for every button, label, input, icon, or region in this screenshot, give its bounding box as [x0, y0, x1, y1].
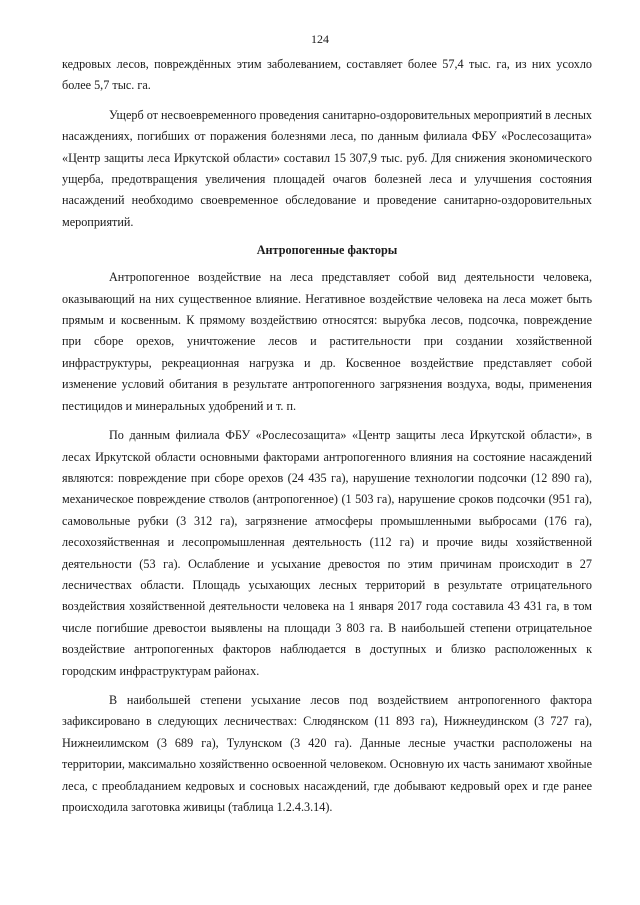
paragraph-main-factors: По данным филиала ФБУ «Рослесозащита» «Центр защиты леса Иркутской области», в лесах Иркутской области основными факторами антропогенного влияния на состояние насаждений являются: повреждение при сборе орехов (24 435 га), нарушение технологии подсочки (12 890 га), механическое повреждение стволов (антропогенное) (1 503 га), нарушение сроков подсочки (951 га), самовольные рубки (3 312 га), загрязнение атмосферы промышленными выбросами (176 га), лесохозяйственная и лесопромышленная деятельность (112 га) и прочие виды хозяйственной деятельности (53 га). Ослабление и усыхание древостоя по этим причинам происходит в 27 лесничествах области. Площадь усыхающих лесных территорий в результате отрицательного воздействия хозяйственной деятельности человека на 1 января 2017 года составила 43 431 га, в том числе погибшие древостои выявлены на площади 3 803 га. В наибольшей степени отрицательное воздействие антропогенных факторов наблюдается в доступных и близко расположенных к городским инфраструктурам районах. [62, 428, 592, 678]
section-heading: Антропогенные факторы [256, 243, 398, 258]
page-number: 124 [311, 32, 329, 46]
document-body [62, 54, 592, 818]
paragraph-damage: Ущерб от несвоевременного проведения санитарно-оздоровительных мероприятий в лесных насаждениях, погибших от поражения болезнями леса, по данным филиала ФБУ «Рослесозащита» «Центр защиты леса Иркутской области» составил 15 307,9 тыс. руб. Для снижения экономического ущерба, предотвращения увеличения площадей очагов болезней леса и улучшения состояния насаждений необходимо своевременное обследование и проведение санитарно-оздоровительных мероприятий. [62, 107, 592, 229]
paragraph-continuation: кедровых лесов, повреждённых этим заболеванием, составляет более 57,4 тыс. га, из них усохло более 5,7 тыс. га. [62, 57, 592, 93]
paragraph-forestries: В наибольшей степени усыхание лесов под воздействием антропогенного фактора зафиксировано в следующих лесничествах: Слюдянском (11 893 га), Нижнеудинском (3 727 га), Нижнеилимском (3 689 га), Тулунском (3 420 га). Данные лесные участки расположены на территории, максимально хозяйственно освоенной человеком. Основную их часть занимают хвойные леса, с преобладанием кедровых и сосновых насаждений, где добывают кедровый орех и где ранее происходила заготовка живицы (таблица 1.2.4.3.14). [62, 692, 592, 814]
paragraph-anthropogenic-impact: Антропогенное воздействие на леса представляет собой вид деятельности человека, оказывающий на них существенное влияние. Негативное воздействие человека на леса может быть прямым и косвенным. К прямому воздействию относятся: вырубка лесов, подсочка, повреждение при сборе орехов, уничтожение лесов и растительности при создании хозяйственной инфраструктуры, рекреационная нагрузка и др. Косвенное воздействие представляет собой изменение условий обитания в результате антропогенного загрязнения воздуха, воды, применения пестицидов и минеральных удобрений и т. п. [62, 270, 592, 413]
